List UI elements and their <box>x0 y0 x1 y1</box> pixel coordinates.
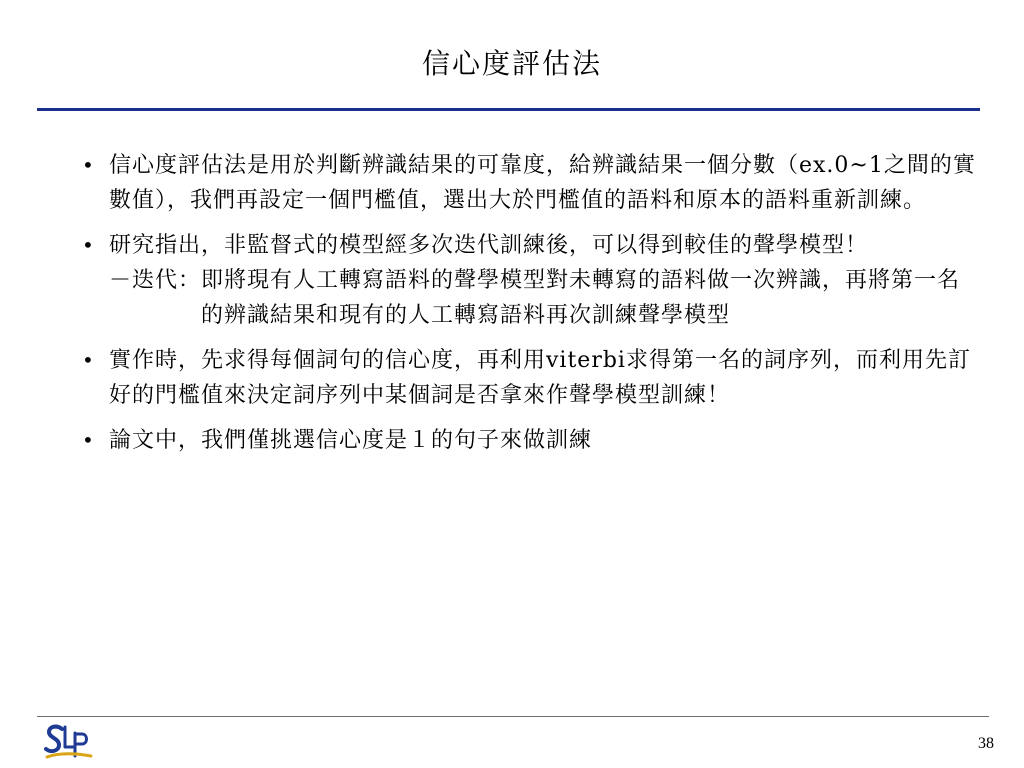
bullet-item <box>76 423 976 458</box>
bullet-item <box>76 148 976 218</box>
bullet-dot-icon: • <box>82 428 95 452</box>
logo-p-shape <box>75 733 87 756</box>
bullet-dot-icon: • <box>82 153 95 177</box>
bullet-dot-icon: • <box>82 348 95 372</box>
title-divider <box>37 108 980 111</box>
logo-swoosh <box>47 754 91 757</box>
sub-item-label: －迭代： <box>109 268 202 293</box>
sub-item-iteration <box>109 263 976 333</box>
footer-divider <box>37 716 989 717</box>
slide-title: 信心度評估法 <box>421 47 602 80</box>
bullet-list <box>76 148 976 458</box>
sub-item-text: 即將現有人工轉寫語料的聲學模型對未轉寫的語料做一次辨識，再將第一名的辨識結果和現有的人工轉寫語料再次訓練聲學模型 <box>201 268 961 328</box>
bullet-text: 論文中，我們僅挑選信心度是１的句子來做訓練 <box>109 428 593 453</box>
bullet-text: 實作時，先求得每個詞句的信心度，再利用viterbi求得第一名的詞序列，而利用先訂好的門檻值來決定詞序列中某個詞是否拿來作聲學模型訓練！ <box>109 348 971 408</box>
slp-logo <box>44 722 96 762</box>
bullet-dot-icon: • <box>82 233 95 257</box>
bullet-text: 信心度評估法是用於判斷辨識結果的可靠度，給辨識結果一個分數（ex.0~1之間的實數值），我們再設定一個門檻值，選出大於門檻值的語料和原本的語料重新訓練。 <box>109 153 976 213</box>
bullet-text: 研究指出，非監督式的模型經多次迭代訓練後，可以得到較佳的聲學模型！ <box>109 233 869 258</box>
bullet-item <box>76 343 976 413</box>
bullet-item <box>76 228 976 333</box>
page-number: 38 <box>978 735 994 752</box>
logo-l-shape <box>65 727 73 747</box>
logo-s-shape <box>46 727 62 751</box>
